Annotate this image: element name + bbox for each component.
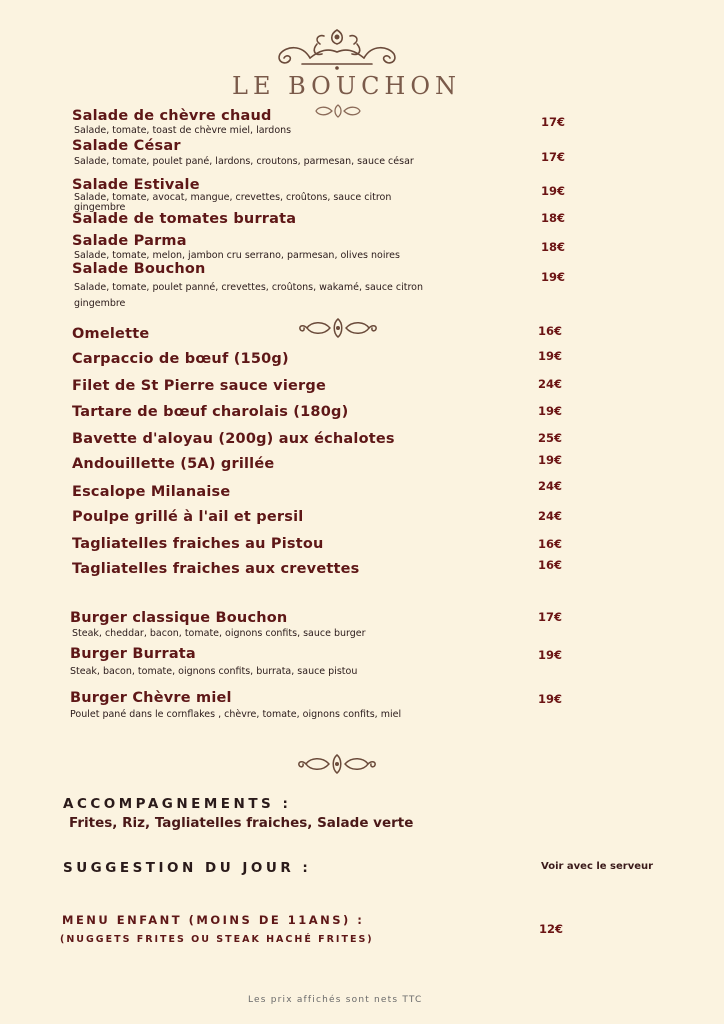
menu-enfant-price: 12€ [539,922,564,936]
menu-item-desc: Steak, cheddar, bacon, tomate, oignons confits, sauce burger [72,628,366,639]
menu-item-name: Salade César [72,138,181,154]
menu-item-price: 16€ [538,537,563,551]
menu-item-price: 19€ [541,270,566,284]
menu-item-price: 19€ [538,349,563,363]
menu-item-price: 24€ [538,479,563,493]
menu-item-desc: Salade, tomate, toast de chèvre miel, lardons [74,125,292,136]
menu-item-name: Burger Chèvre miel [70,690,232,706]
menu-item-price: 19€ [541,184,566,198]
menu-item-price: 19€ [538,648,563,662]
menu-enfant-sub: (NUGGETS FRITES OU STEAK HACHÉ FRITES) [60,934,374,945]
menu-item-name: Salade de tomates burrata [72,211,297,227]
menu-item-name: Tagliatelles fraiches aux crevettes [72,561,360,577]
menu-item-name: Burger classique Bouchon [70,610,288,626]
menu-item-name: Filet de St Pierre sauce vierge [72,378,326,394]
menu-item-desc: Salade, tomate, poulet panné, crevettes, croûtons, wakamé, sauce citron gingembre [74,282,424,309]
menu-item-name: Poulpe grillé à l'ail et persil [72,509,304,525]
menu-item-name: Bavette d'aloyau (200g) aux échalotes [72,431,395,447]
menu-item-price: 17€ [538,610,563,624]
menu-enfant-heading: MENU ENFANT (MOINS DE 11ANS) : [62,913,365,927]
menu-item-desc: Salade, tomate, poulet pané, lardons, croutons, parmesan, sauce césar [74,156,414,167]
menu-item-price: 24€ [538,377,563,391]
footer-note: Les prix affichés sont nets TTC [248,995,423,1005]
menu-item-price: 16€ [538,558,563,572]
divider-ornament-icon [297,314,379,342]
divider-ornament-icon [296,750,378,778]
menu-item-price: 19€ [538,692,563,706]
menu-item-price: 24€ [538,509,563,523]
header-ornament-icon [272,24,402,72]
menu-item-price: 18€ [541,240,566,254]
menu-item-name: Tagliatelles fraiches au Pistou [72,536,324,552]
menu-item-name: Carpaccio de bœuf (150g) [72,351,289,367]
menu-item-price: 25€ [538,431,563,445]
menu-item-name: Escalope Milanaise [72,484,231,500]
page-title: LE BOUCHON [232,72,462,100]
menu-item-price: 17€ [541,150,566,164]
menu-item-price: 16€ [538,324,563,338]
menu-item-desc: Salade, tomate, avocat, mangue, crevettes, croûtons, sauce citron gingembre [74,192,392,213]
menu-item-price: 18€ [541,211,566,225]
menu-item-name: Andouillette (5A) grillée [72,456,275,472]
menu-item-price: 17€ [541,115,566,129]
menu-item-name: Burger Burrata [70,646,196,662]
menu-item-price: 19€ [538,453,563,467]
menu-item-name: Salade Bouchon [72,261,206,277]
menu-item-desc: Steak, bacon, tomate, oignons confits, burrata, sauce pistou [70,666,358,677]
title-ornament-icon [312,102,364,120]
menu-item-name: Omelette [72,326,150,342]
menu-item-price: 19€ [538,404,563,418]
menu-item-name: Tartare de bœuf charolais (180g) [72,404,349,420]
menu-item-desc: Salade, tomate, melon, jambon cru serrano, parmesan, olives noires [74,250,400,261]
menu-item-name: Salade Estivale [72,177,200,193]
accompagnements-text: Frites, Riz, Tagliatelles fraiches, Salade verte [69,815,414,831]
accompagnements-heading: ACCOMPAGNEMENTS : [63,796,292,812]
menu-item-name: Salade de chèvre chaud [72,108,272,124]
suggestion-heading: SUGGESTION DU JOUR : [63,860,312,876]
suggestion-note: Voir avec le serveur [541,861,654,872]
menu-item-name: Salade Parma [72,233,187,249]
menu-item-desc: Poulet pané dans le cornflakes , chèvre, tomate, oignons confits, miel [70,709,402,720]
